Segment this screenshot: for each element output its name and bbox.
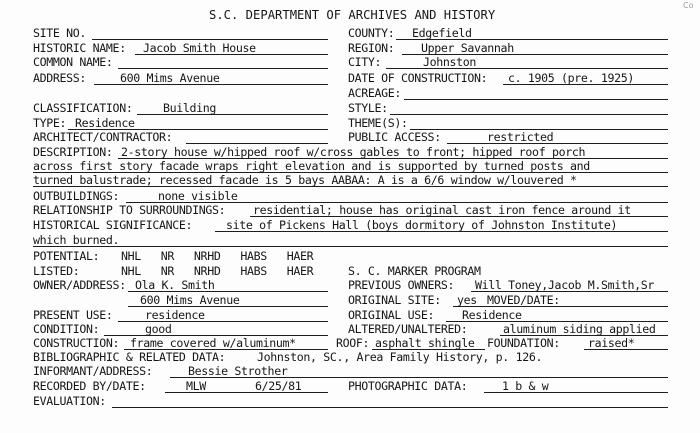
common-name-label: COMMON NAME: [33,55,113,69]
owner-address-line-1: Ola K. Smith [135,278,215,292]
listed-options: NHL NR NRHD HABS HAER [121,264,314,278]
description-line-2: across first story facade wraps right elevation and is supported by turned posts and [33,159,590,173]
public-access-line [447,143,668,144]
address-label: ADDRESS: [33,71,87,85]
potential-label: POTENTIAL: [33,249,100,263]
roof-label: ROOF: [336,336,370,350]
original-use-label: ORIGINAL USE: [348,308,435,322]
type-value: Residence [75,116,135,130]
recorded-by: MLW [186,379,206,393]
original-use-value: Residence [462,308,522,322]
architect-label: ARCHITECT/CONTRACTOR: [33,130,173,144]
relationship-line [250,216,668,217]
previous-owners-value: Will Toney,Jacob M.Smith,Sr [475,278,655,292]
foundation-label: FOUNDATION: [487,336,560,350]
outbuildings-label: OUTBUILDINGS: [33,189,120,203]
region-value: Upper Savannah [421,41,514,55]
present-use-label: PRESENT USE: [33,308,113,322]
address-line [94,84,328,85]
theme-label: THEME(S): [348,116,408,130]
relationship-label: RELATIONSHIP TO SURROUNDINGS: [33,203,226,217]
classification-line [137,114,328,115]
description-rule-3 [33,186,668,187]
informant-label: INFORMANT/ADDRESS: [33,364,153,378]
acreage-label: ACREAGE: [348,86,402,100]
construction-value: frame covered w/aluminum* [130,336,296,350]
address-value: 600 Mims Avenue [120,71,220,85]
outbuildings-value: none visible [158,189,238,203]
recorded-line [165,392,328,393]
photographic-line [484,392,668,393]
original-site-line [453,306,668,307]
owner-address-rule-1 [128,291,328,292]
description-label: DESCRIPTION: [33,145,113,159]
public-access-value: restricted [487,130,554,144]
owner-address-line-2: 600 Mims Avenue [140,293,240,307]
county-line [396,39,668,40]
bibliographic-value: Johnston, SC., Area Family History, p. 126. [257,350,543,364]
roof-value: asphalt shingle [375,336,475,350]
altered-label: ALTERED/UNALTERED: [348,322,468,336]
owner-address-rule-2 [128,306,328,307]
recorded-date: 6/25/81 [255,379,302,393]
historical-significance-line-1: site of Pickens Hall (boys dormitory of Johnston Institute) [226,218,618,232]
previous-owners-label: PREVIOUS OWNERS: [348,278,455,292]
historical-significance-rule-1 [215,231,668,232]
informant-value: Bessie Strother [188,364,288,378]
form-title: S.C. DEPARTMENT OF ARCHIVES AND HISTORY [209,8,496,22]
original-site-value: yes [457,293,477,307]
city-label: CITY: [348,55,382,69]
foundation-line [584,349,668,350]
city-line [386,68,668,69]
relationship-value: residential; house has original cast iron fence around it [253,203,631,217]
condition-label: CONDITION: [33,322,100,336]
original-site-label: ORIGINAL SITE: [348,293,441,307]
site-no-line [92,39,328,40]
style-line [390,114,668,115]
public-access-label: PUBLIC ACCESS: [348,130,441,144]
historic-name-label: HISTORIC NAME: [33,41,126,55]
date-of-construction-line [503,84,668,85]
region-label: REGION: [348,41,395,55]
county-label: COUNTY: [348,26,395,40]
date-of-construction-value: c. 1905 (pre. 1925) [508,71,634,85]
photographic-label: PHOTOGRAPHIC DATA: [348,379,468,393]
evaluation-label: EVALUATION: [33,394,106,408]
altered-value: aluminum siding applied [503,322,656,336]
listed-label: LISTED: [33,264,80,278]
acreage-line [404,99,668,100]
potential-options: NHL NR NRHD HABS HAER [121,249,314,263]
recorded-label: RECORDED BY/DATE: [33,379,146,393]
construction-label: CONSTRUCTION: [33,336,120,350]
date-of-construction-label: DATE OF CONSTRUCTION: [348,71,488,85]
sc-marker-label: S. C. MARKER PROGRAM [348,264,481,278]
previous-owners-line [471,291,668,292]
classification-value: Building [163,101,217,115]
historical-significance-rule-2 [33,246,668,247]
description-line-1: 2-story house w/hipped roof w/cross gables to front; hipped roof porch [121,145,586,159]
county-value: Edgefield [412,26,472,40]
site-no-label: SITE NO. [33,26,87,40]
photographic-value: 1 b & w [502,379,549,393]
evaluation-line [112,407,668,408]
bibliographic-label: BIBLIOGRAPHIC & RELATED DATA: [33,350,226,364]
foundation-value: raised* [588,336,635,350]
condition-value: good [145,322,172,336]
moved-date-label: MOVED/DATE: [487,293,560,307]
type-label: TYPE: [33,116,67,130]
historical-significance-label: HISTORICAL SIGNIFICANCE: [33,218,193,232]
city-value: Johnston [423,55,477,69]
architect-line [186,143,328,144]
owner-address-label: OWNER/ADDRESS: [33,278,126,292]
informant-line [170,377,668,378]
style-label: STYLE: [348,101,388,115]
classification-label: CLASSIFICATION: [33,101,133,115]
description-line-3: turned balustrade; recessed facade is 5 bays AABAA: A is a 6/6 window w/louvered * [33,173,577,187]
common-name-line [118,68,328,69]
historical-significance-line-2: which burned. [33,233,120,247]
historic-name-line [135,54,328,55]
corner-mark: Co [683,1,694,10]
historic-name-value: Jacob Smith House [143,41,256,55]
present-use-value: residence [145,308,205,322]
